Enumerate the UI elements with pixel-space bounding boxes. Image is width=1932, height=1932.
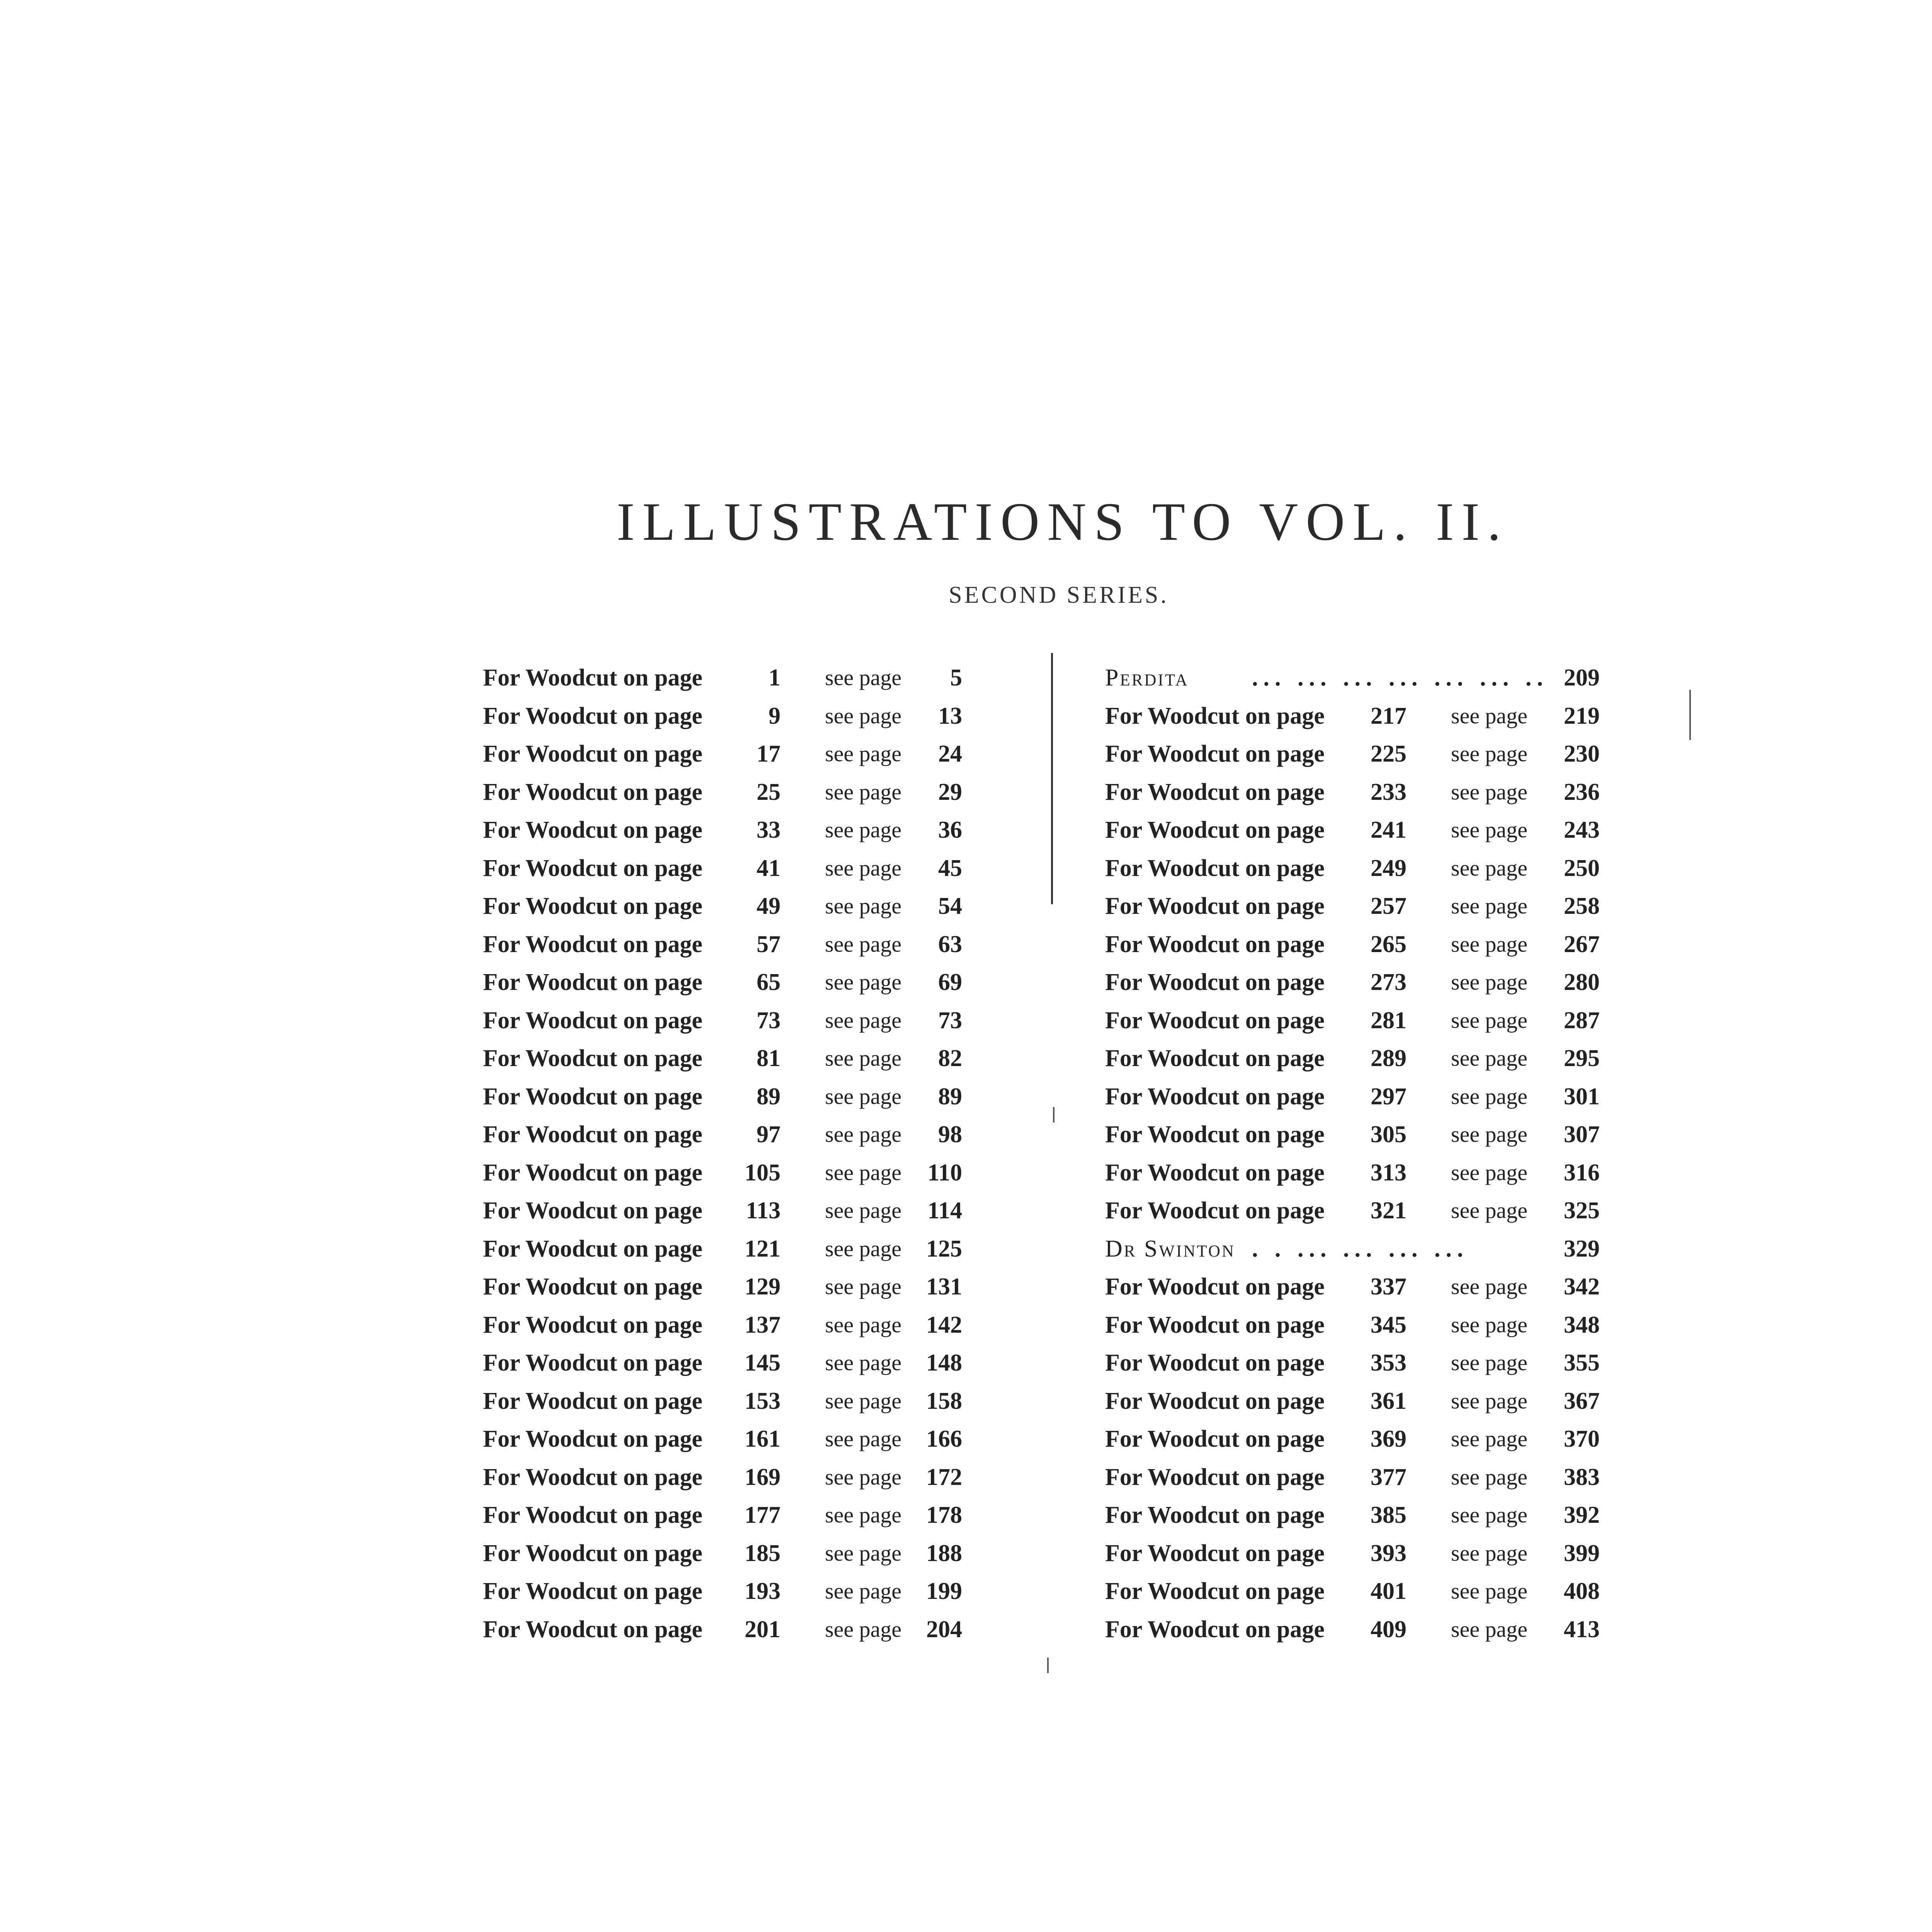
illustration-entry [483, 1268, 1005, 1306]
woodcut-page: 249 [1371, 855, 1406, 881]
woodcut-page: 393 [1371, 1540, 1406, 1566]
entry-label: For Woodcut on page [1105, 1350, 1325, 1376]
woodcut-page: 305 [1371, 1121, 1406, 1148]
page-subtitle: SECOND SERIES. [949, 582, 1169, 608]
illustration-entry [483, 1382, 1005, 1420]
woodcut-page: 49 [757, 893, 781, 919]
illustration-entry [1105, 1268, 1631, 1306]
see-page-label: see page [1451, 1616, 1528, 1642]
target-page: 399 [1564, 1540, 1600, 1566]
illustration-entry [1105, 1192, 1631, 1230]
target-page: 24 [938, 741, 962, 767]
entry-label: For Woodcut on page [1105, 741, 1325, 767]
column-divider [1051, 653, 1053, 904]
entry-label: For Woodcut on page [483, 893, 702, 919]
target-page: 142 [926, 1311, 962, 1338]
woodcut-page: 257 [1371, 893, 1406, 919]
entry-label: For Woodcut on page [1105, 1045, 1325, 1071]
illustration-entry [483, 887, 1005, 925]
entry-label: For Woodcut on page [1105, 1197, 1325, 1224]
see-page-label: see page [825, 703, 902, 728]
see-page-label: see page [1451, 1274, 1528, 1299]
illustration-entry [483, 1344, 1005, 1382]
see-page-label: see page [1451, 1007, 1528, 1033]
see-page-label: see page [825, 1007, 902, 1033]
entry-label: For Woodcut on page [483, 1007, 702, 1034]
illustration-entry [1105, 1344, 1631, 1382]
illustration-entry [1105, 1002, 1631, 1040]
illustration-entry [1105, 925, 1631, 964]
target-page: 295 [1564, 1045, 1600, 1071]
target-page: 383 [1564, 1464, 1600, 1490]
entry-label: For Woodcut on page [483, 1045, 702, 1071]
see-page-label: see page [825, 1046, 902, 1071]
illustration-entry [483, 1230, 1005, 1268]
see-page-label: see page [825, 741, 902, 766]
illustration-entry [483, 963, 1005, 1002]
see-page-label: see page [825, 1083, 902, 1109]
see-page-label: see page [825, 969, 902, 995]
see-page-label: see page [825, 817, 902, 842]
illustration-entry [483, 659, 1005, 697]
illustration-entry [1105, 887, 1631, 925]
woodcut-page: 401 [1371, 1578, 1406, 1604]
illustration-entry [483, 697, 1005, 735]
woodcut-page: 105 [745, 1159, 781, 1186]
entry-label: For Woodcut on page [483, 702, 702, 729]
leader-dots: . . ... ... ... ... [1252, 1235, 1469, 1262]
illustration-entry-titled [1105, 659, 1631, 697]
see-page-label: see page [1451, 1464, 1528, 1490]
entry-label: For Woodcut on page [1105, 855, 1325, 881]
illustration-entry [483, 811, 1005, 849]
see-page-label: see page [825, 1426, 902, 1451]
see-page-label: see page [825, 1502, 902, 1527]
illustrations-list-left [483, 659, 1005, 1648]
illustration-entry [1105, 735, 1631, 773]
see-page-label: see page [1451, 1388, 1528, 1413]
entry-label: For Woodcut on page [483, 1502, 702, 1528]
see-page-label: see page [825, 779, 902, 804]
entry-label: For Woodcut on page [1105, 1121, 1325, 1148]
entry-label: For Woodcut on page [1105, 1311, 1325, 1338]
target-page: 209 [1564, 665, 1600, 691]
illustration-entry [483, 1154, 1005, 1192]
entry-label: For Woodcut on page [1105, 1578, 1325, 1604]
entry-label: For Woodcut on page [483, 969, 702, 995]
see-page-label: see page [825, 855, 902, 881]
target-page: 230 [1564, 741, 1600, 767]
woodcut-page: 161 [745, 1426, 781, 1452]
illustration-entry [1105, 1116, 1631, 1154]
woodcut-page: 153 [745, 1388, 781, 1414]
entry-label: For Woodcut on page [1105, 1464, 1325, 1490]
target-page: 413 [1564, 1616, 1600, 1643]
woodcut-page: 113 [746, 1197, 781, 1224]
see-page-label: see page [1451, 703, 1528, 728]
illustration-entry [483, 1002, 1005, 1040]
illustration-entry [483, 1039, 1005, 1078]
see-page-label: see page [1451, 741, 1528, 766]
woodcut-page: 225 [1371, 741, 1406, 767]
illustration-entry [483, 849, 1005, 888]
target-page: 36 [938, 817, 962, 843]
woodcut-page: 337 [1371, 1274, 1406, 1300]
woodcut-page: 137 [745, 1311, 781, 1338]
illustration-entry [1105, 1382, 1631, 1420]
entry-label: For Woodcut on page [483, 1578, 702, 1604]
target-page: 5 [950, 665, 962, 691]
entry-label: Perdita [1105, 665, 1189, 691]
see-page-label: see page [825, 1122, 902, 1147]
entry-label: For Woodcut on page [483, 931, 702, 957]
target-page: 204 [926, 1616, 962, 1643]
see-page-label: see page [1451, 1046, 1528, 1071]
see-page-label: see page [825, 1160, 902, 1185]
woodcut-page: 25 [757, 779, 781, 805]
woodcut-page: 33 [757, 817, 781, 843]
target-page: 82 [938, 1045, 962, 1071]
target-page: 98 [938, 1121, 962, 1148]
woodcut-page: 313 [1371, 1159, 1406, 1186]
entry-label: For Woodcut on page [483, 1121, 702, 1148]
entry-label: For Woodcut on page [483, 779, 702, 805]
see-page-label: see page [1451, 1198, 1528, 1223]
see-page-label: see page [1451, 931, 1528, 957]
see-page-label: see page [1451, 969, 1528, 995]
target-page: 114 [927, 1197, 962, 1224]
illustration-entry [483, 735, 1005, 773]
entry-label: For Woodcut on page [1105, 1083, 1325, 1110]
stray-mark [1053, 1107, 1054, 1122]
entry-label: For Woodcut on page [1105, 1426, 1325, 1452]
entry-label: For Woodcut on page [1105, 893, 1325, 919]
woodcut-page: 41 [757, 855, 781, 881]
woodcut-page: 217 [1371, 702, 1406, 729]
target-page: 125 [926, 1235, 962, 1262]
see-page-label: see page [825, 1198, 902, 1223]
illustration-entry [1105, 697, 1631, 735]
target-page: 280 [1564, 969, 1600, 995]
see-page-label: see page [825, 1616, 902, 1642]
entry-label: For Woodcut on page [483, 1235, 702, 1262]
woodcut-page: 65 [757, 969, 781, 995]
see-page-label: see page [825, 1464, 902, 1490]
target-page: 243 [1564, 817, 1600, 843]
target-page: 355 [1564, 1350, 1600, 1376]
target-page: 219 [1564, 702, 1600, 729]
target-page: 69 [938, 969, 962, 995]
see-page-label: see page [1451, 1312, 1528, 1337]
woodcut-page: 177 [745, 1502, 781, 1528]
illustration-entry-titled [1105, 1230, 1631, 1268]
woodcut-page: 1 [769, 665, 781, 691]
illustration-entry [1105, 1611, 1631, 1649]
see-page-label: see page [1451, 1160, 1528, 1185]
illustration-entry [1105, 1458, 1631, 1497]
target-page: 392 [1564, 1502, 1600, 1528]
illustration-entry [483, 773, 1005, 811]
entry-label: For Woodcut on page [483, 665, 702, 691]
woodcut-page: 73 [757, 1007, 781, 1034]
woodcut-page: 361 [1371, 1388, 1406, 1414]
woodcut-page: 241 [1371, 817, 1406, 843]
target-page: 178 [926, 1502, 962, 1528]
illustration-entry [483, 1611, 1005, 1649]
see-page-label: see page [1451, 1122, 1528, 1147]
woodcut-page: 297 [1371, 1083, 1406, 1110]
target-page: 258 [1564, 893, 1600, 919]
illustration-entry [1105, 811, 1631, 849]
entry-label: For Woodcut on page [1105, 702, 1325, 729]
target-page: 236 [1564, 779, 1600, 805]
entry-label: For Woodcut on page [483, 1311, 702, 1338]
see-page-label: see page [1451, 1578, 1528, 1604]
see-page-label: see page [1451, 855, 1528, 881]
illustration-entry [1105, 1306, 1631, 1344]
woodcut-page: 281 [1371, 1007, 1406, 1034]
see-page-label: see page [825, 893, 902, 918]
target-page: 110 [927, 1159, 962, 1186]
woodcut-page: 145 [745, 1350, 781, 1376]
target-page: 166 [926, 1426, 962, 1452]
target-page: 250 [1564, 855, 1600, 881]
illustration-entry [1105, 963, 1631, 1002]
target-page: 13 [938, 702, 962, 729]
entry-label: For Woodcut on page [1105, 1159, 1325, 1186]
woodcut-page: 169 [745, 1464, 781, 1490]
woodcut-page: 273 [1371, 969, 1406, 995]
woodcut-page: 9 [769, 702, 781, 729]
see-page-label: see page [825, 1274, 902, 1299]
target-page: 188 [926, 1540, 962, 1566]
woodcut-page: 201 [745, 1616, 781, 1643]
target-page: 45 [938, 855, 962, 881]
entry-label: For Woodcut on page [483, 1159, 702, 1186]
illustration-entry [1105, 1496, 1631, 1534]
target-page: 199 [926, 1578, 962, 1604]
illustration-entry [483, 1192, 1005, 1230]
woodcut-page: 233 [1371, 779, 1406, 805]
woodcut-page: 129 [745, 1274, 781, 1300]
entry-label: For Woodcut on page [483, 1540, 702, 1566]
entry-label: For Woodcut on page [1105, 1274, 1325, 1300]
woodcut-page: 409 [1371, 1616, 1406, 1643]
illustration-entry [1105, 1154, 1631, 1192]
entry-label: For Woodcut on page [1105, 969, 1325, 995]
entry-label: For Woodcut on page [483, 1616, 702, 1643]
target-page: 325 [1564, 1197, 1600, 1224]
target-page: 301 [1564, 1083, 1600, 1110]
illustration-entry [1105, 773, 1631, 811]
illustrations-list-right [1105, 659, 1631, 1648]
target-page: 348 [1564, 1311, 1600, 1338]
target-page: 267 [1564, 931, 1600, 957]
target-page: 148 [926, 1350, 962, 1376]
see-page-label: see page [1451, 817, 1528, 842]
illustration-entry [1105, 1420, 1631, 1458]
woodcut-page: 17 [757, 741, 781, 767]
see-page-label: see page [1451, 1426, 1528, 1451]
illustration-entry [1105, 849, 1631, 888]
illustration-entry [483, 1496, 1005, 1534]
woodcut-page: 353 [1371, 1350, 1406, 1376]
illustration-entry [483, 1306, 1005, 1344]
illustration-entry [483, 1458, 1005, 1497]
target-page: 89 [938, 1083, 962, 1110]
woodcut-page: 289 [1371, 1045, 1406, 1071]
stray-mark [1689, 690, 1691, 740]
target-page: 287 [1564, 1007, 1600, 1034]
woodcut-page: 265 [1371, 931, 1406, 957]
see-page-label: see page [1451, 1350, 1528, 1375]
illustration-entry [483, 1116, 1005, 1154]
see-page-label: see page [825, 1578, 902, 1604]
woodcut-page: 81 [757, 1045, 781, 1071]
woodcut-page: 89 [757, 1083, 781, 1110]
page-title: ILLUSTRATIONS TO VOL. II. [616, 492, 1509, 552]
target-page: 367 [1564, 1388, 1600, 1414]
entry-label: For Woodcut on page [483, 1197, 702, 1224]
illustration-entry [483, 1078, 1005, 1116]
illustration-entry [1105, 1078, 1631, 1116]
entry-label: For Woodcut on page [483, 1426, 702, 1452]
see-page-label: see page [825, 665, 902, 690]
woodcut-page: 185 [745, 1540, 781, 1566]
entry-label: For Woodcut on page [483, 1083, 702, 1110]
woodcut-page: 369 [1371, 1426, 1406, 1452]
target-page: 29 [938, 779, 962, 805]
see-page-label: see page [1451, 1083, 1528, 1109]
entry-label: For Woodcut on page [483, 1464, 702, 1490]
woodcut-page: 345 [1371, 1311, 1406, 1338]
illustration-entry [483, 1420, 1005, 1458]
stray-mark [1047, 1658, 1049, 1673]
entry-label: For Woodcut on page [1105, 817, 1325, 843]
entry-label: For Woodcut on page [483, 741, 702, 767]
see-page-label: see page [1451, 1540, 1528, 1566]
target-page: 408 [1564, 1578, 1600, 1604]
entry-label: For Woodcut on page [483, 1350, 702, 1376]
entry-label: For Woodcut on page [483, 1388, 702, 1414]
entry-label: For Woodcut on page [1105, 1007, 1325, 1034]
entry-label: For Woodcut on page [1105, 931, 1325, 957]
entry-label: For Woodcut on page [1105, 1616, 1325, 1643]
entry-label: For Woodcut on page [483, 817, 702, 843]
entry-label: For Woodcut on page [483, 1274, 702, 1300]
target-page: 73 [938, 1007, 962, 1034]
woodcut-page: 377 [1371, 1464, 1406, 1490]
illustration-entry [483, 1572, 1005, 1611]
entry-label: For Woodcut on page [1105, 1388, 1325, 1414]
target-page: 172 [926, 1464, 962, 1490]
target-page: 316 [1564, 1159, 1600, 1186]
illustration-entry [1105, 1572, 1631, 1611]
target-page: 158 [926, 1388, 962, 1414]
entry-label: Dr Swinton [1105, 1235, 1235, 1262]
entry-label: For Woodcut on page [1105, 1540, 1325, 1566]
target-page: 342 [1564, 1274, 1600, 1300]
target-page: 54 [938, 893, 962, 919]
target-page: 307 [1564, 1121, 1600, 1148]
see-page-label: see page [825, 1236, 902, 1261]
see-page-label: see page [825, 1540, 902, 1566]
illustration-entry [483, 925, 1005, 964]
target-page: 329 [1564, 1235, 1600, 1262]
target-page: 370 [1564, 1426, 1600, 1452]
woodcut-page: 193 [745, 1578, 781, 1604]
see-page-label: see page [1451, 1502, 1528, 1527]
see-page-label: see page [825, 1388, 902, 1413]
see-page-label: see page [825, 931, 902, 957]
entry-label: For Woodcut on page [1105, 1502, 1325, 1528]
woodcut-page: 57 [757, 931, 781, 957]
target-page: 63 [938, 931, 962, 957]
see-page-label: see page [1451, 779, 1528, 804]
see-page-label: see page [825, 1350, 902, 1375]
leader-dots: ... ... ... ... ... ... .. [1252, 665, 1548, 691]
woodcut-page: 385 [1371, 1502, 1406, 1528]
see-page-label: see page [1451, 893, 1528, 918]
woodcut-page: 121 [745, 1235, 781, 1262]
entry-label: For Woodcut on page [1105, 779, 1325, 805]
illustration-entry [483, 1534, 1005, 1573]
see-page-label: see page [825, 1312, 902, 1337]
target-page: 131 [926, 1274, 962, 1300]
illustration-entry [1105, 1039, 1631, 1078]
entry-label: For Woodcut on page [483, 855, 702, 881]
woodcut-page: 97 [757, 1121, 781, 1148]
illustration-entry [1105, 1534, 1631, 1573]
woodcut-page: 321 [1371, 1197, 1406, 1224]
